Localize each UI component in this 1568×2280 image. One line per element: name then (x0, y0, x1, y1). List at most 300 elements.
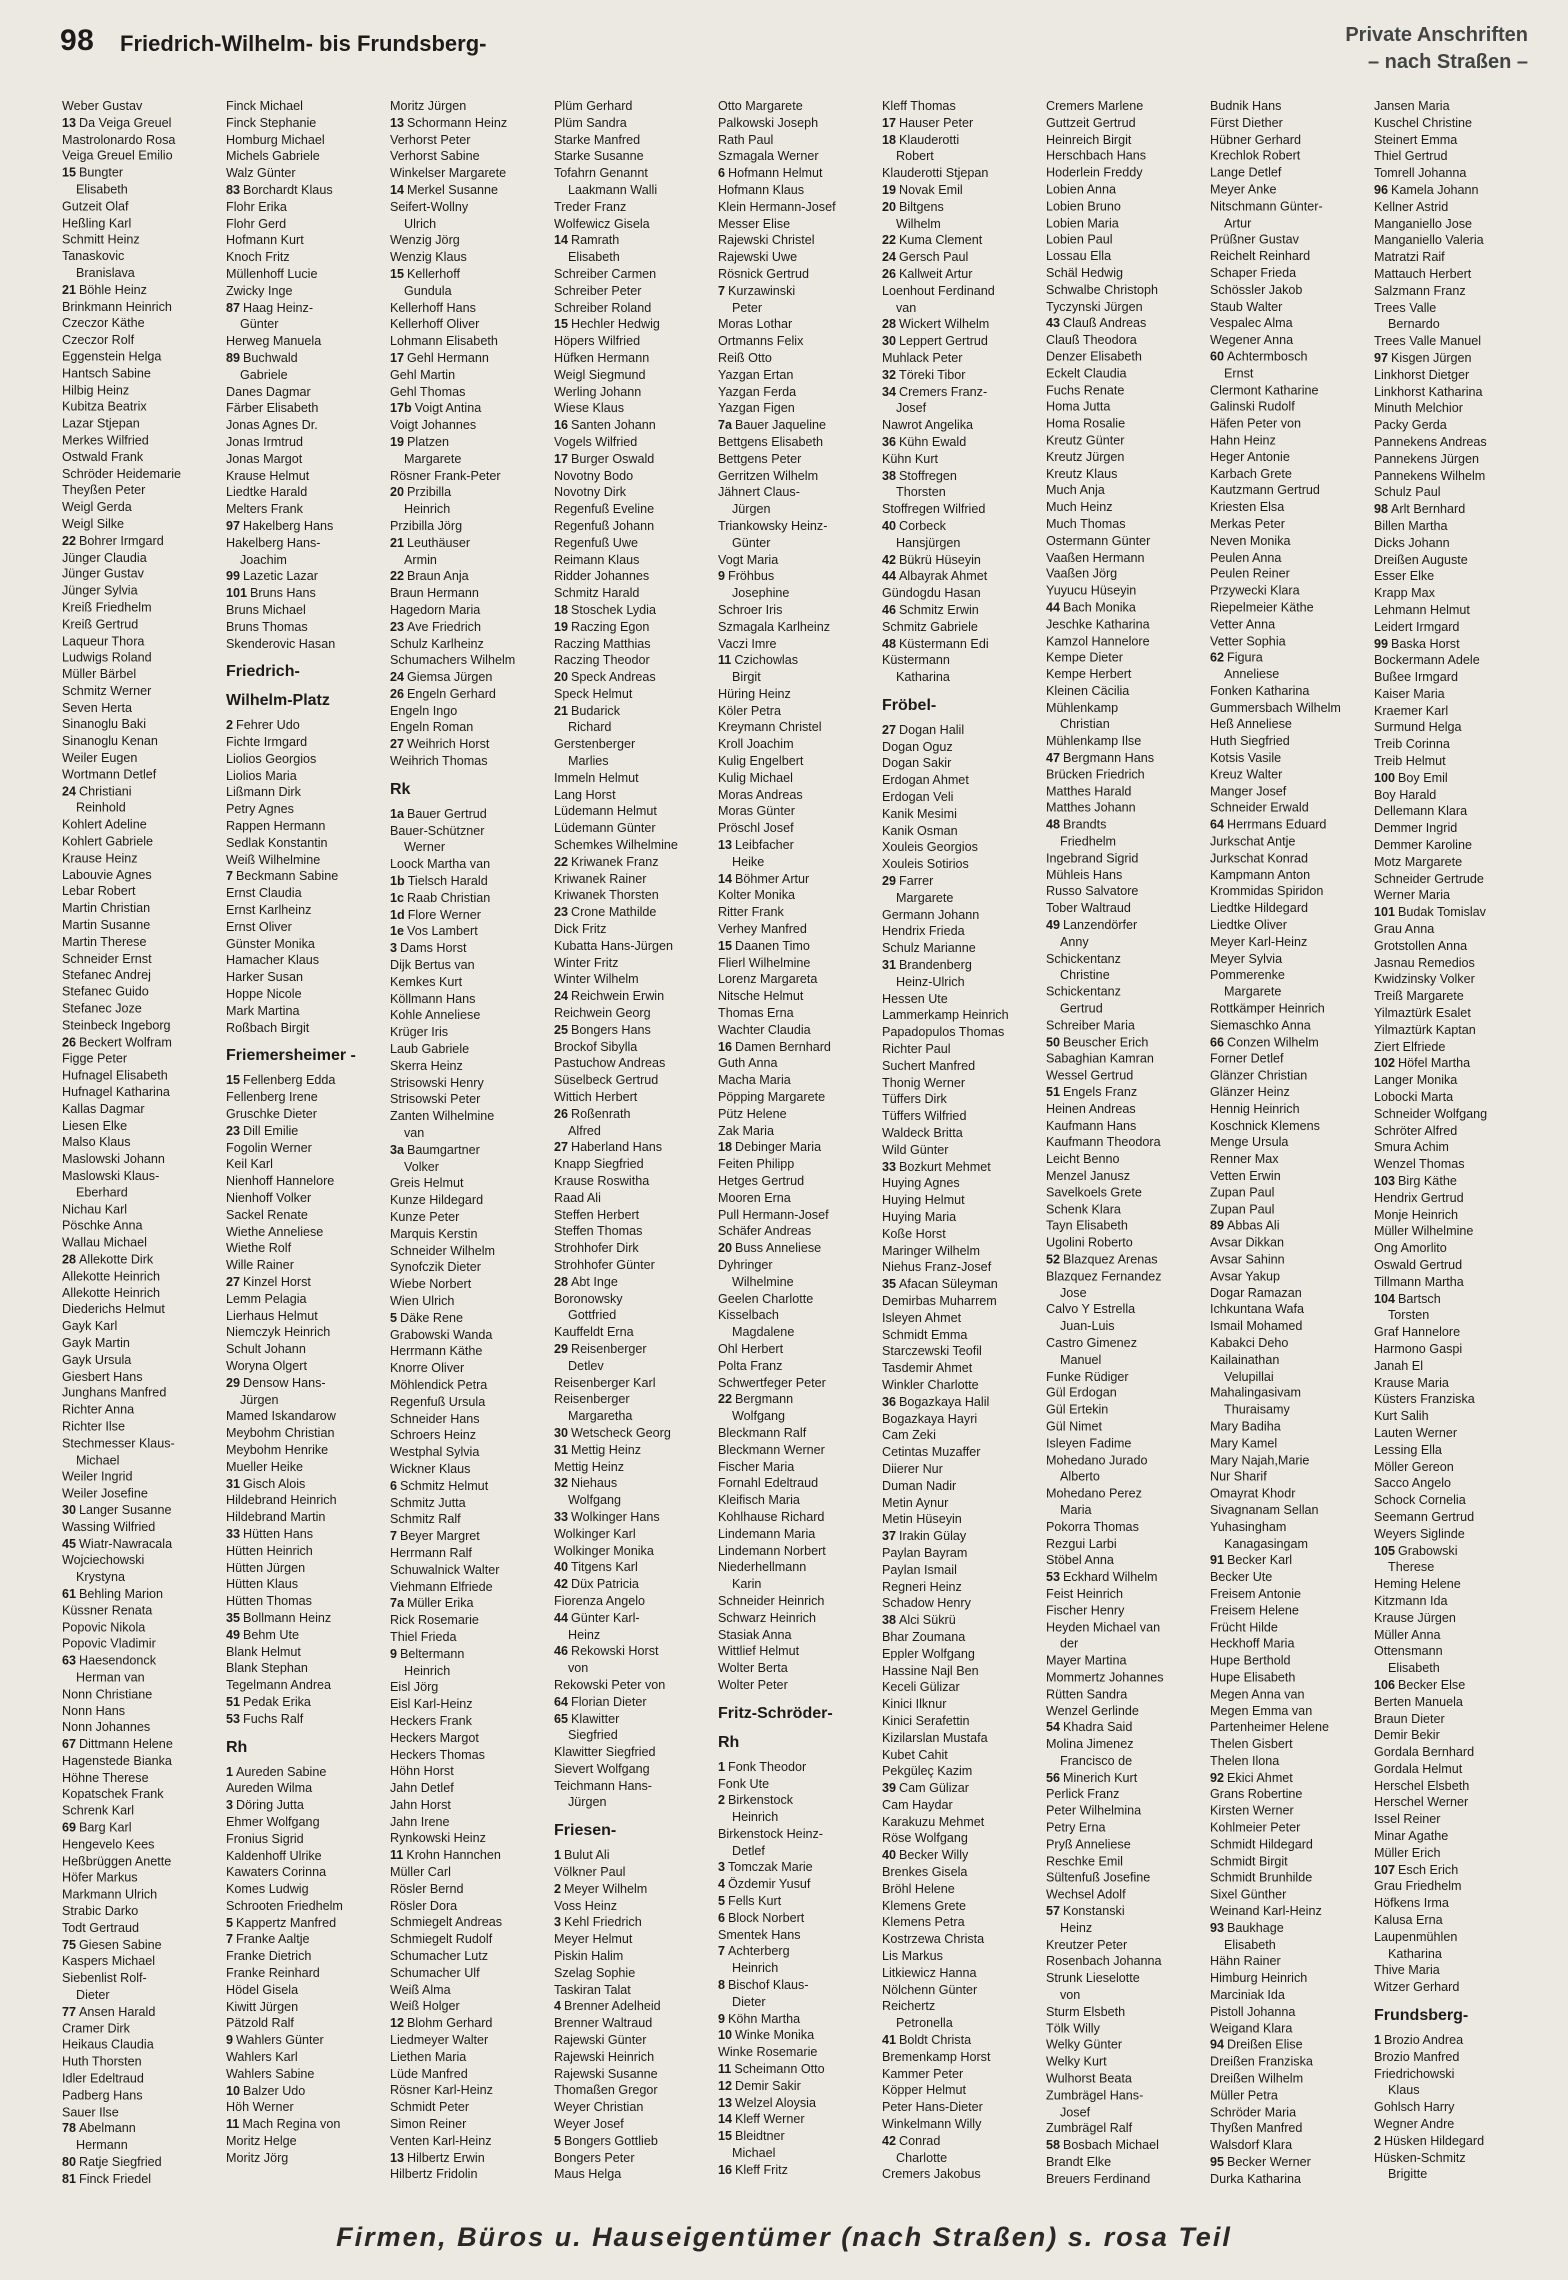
resident-entry (226, 2116, 383, 2133)
resident-entry (882, 434, 1039, 451)
resident-entry: Prüßner Gustav (1210, 232, 1299, 247)
resident-entry: Winter Fritz (554, 955, 619, 970)
resident-entry: Schulz Karlheinz (390, 636, 484, 651)
resident-entry: Kuschel Christine (1374, 115, 1472, 130)
resident-entry: Wachter Claudia (718, 1022, 811, 1037)
resident-entry (390, 619, 547, 636)
resident-entry: Vogt Maria (718, 552, 779, 567)
resident-name: Stoschek Lydia (571, 602, 656, 617)
resident-entry: Partenheimer Helene (1210, 1720, 1330, 1735)
resident-name: Fells Kurt (728, 1894, 782, 1909)
resident-entry (718, 1792, 875, 1809)
resident-name: Buss Anneliese (735, 1241, 822, 1256)
resident-entry: Huying Agnes (882, 1176, 960, 1191)
resident-entry: Diederichs Helmut (62, 1302, 165, 1317)
house-number: 69 (62, 1820, 77, 1835)
resident-entry: Lüde Manfred (390, 2066, 468, 2081)
resident-entry: Schmidt Brunhilde (1210, 1870, 1313, 1885)
resident-entry (554, 988, 711, 1005)
resident-name: Franke Aaltje (236, 1932, 310, 1947)
resident-entry (718, 165, 875, 182)
resident-name: Welzel Aloysia (735, 2095, 816, 2110)
resident-entry: Nonn Christiane (62, 1687, 153, 1701)
resident-entry (554, 1847, 711, 1864)
entry-continuation: Hermann (76, 2138, 128, 2153)
resident-name: Albayrak Ahmet (899, 569, 988, 584)
resident-name: Wiatr-Nawracala (79, 1536, 173, 1551)
resident-name: Hauser Peter (899, 115, 974, 130)
resident-entry: Hofmann Kurt (226, 233, 304, 248)
resident-entry: Germann Johann (882, 907, 980, 922)
resident-entry: Dyhringer (718, 1257, 773, 1272)
street-heading: Rh (718, 1733, 740, 1751)
resident-entry: Wittlief Helmut (718, 1644, 800, 1659)
resident-entry (882, 2133, 1039, 2150)
entry-continuation: Friedhelm (1060, 834, 1116, 849)
resident-entry: Palkowski Joseph (718, 115, 819, 130)
resident-entry: Kinici Ilknur (882, 1697, 947, 1712)
house-number: 29 (882, 874, 897, 889)
resident-entry: Schumachers Wilhelm (390, 653, 516, 668)
resident-entry: Stasiak Anna (718, 1627, 792, 1642)
house-number: 58 (1046, 2138, 1061, 2153)
resident-entry: Seifert-Wollny (390, 199, 469, 214)
resident-entry: Lauten Werner (1374, 1425, 1458, 1440)
resident-entry: Bongers Peter (554, 2150, 635, 2165)
resident-entry: Wortmann Detlef (62, 767, 157, 782)
house-number: 17 (882, 115, 897, 130)
resident-name: Platzen (407, 434, 450, 449)
resident-entry (882, 602, 1039, 619)
resident-entry (390, 1595, 547, 1612)
resident-entry: Jähnert Claus- (718, 485, 800, 500)
resident-entry: Vespalec Alma (1210, 316, 1293, 331)
resident-entry: Avsar Sahinn (1210, 1252, 1285, 1267)
resident-entry: Glänzer Christian (1210, 1068, 1308, 1083)
resident-entry: Kanik Osman (882, 823, 958, 838)
resident-entry (62, 533, 219, 550)
house-number: 21 (390, 535, 405, 550)
resident-entry: Kleinen Cäcilia (1046, 684, 1130, 698)
entry-continuation: Katharina (1388, 1946, 1442, 1961)
resident-entry: Krause Jürgen (1374, 1610, 1456, 1625)
entry-continuation: Margarete (404, 451, 462, 466)
resident-entry: Schulz Paul (1374, 485, 1441, 500)
entry-continuation: Petronella (896, 2016, 953, 2031)
resident-name: Brandenberg (899, 958, 972, 973)
resident-entry: Heming Helene (1374, 1577, 1461, 1592)
resident-entry: Laqueur Thora (62, 633, 145, 648)
house-number: 83 (226, 182, 241, 197)
resident-entry: Hofmann Klaus (718, 182, 805, 197)
resident-entry: Wild Günter (882, 1142, 949, 1157)
resident-entry (718, 1240, 875, 1257)
entry-continuation: Herman van (76, 1670, 145, 1685)
house-number: 18 (554, 602, 569, 617)
resident-entry: Grau Anna (1374, 922, 1435, 937)
resident-entry: Avsar Yakup (1210, 1269, 1281, 1284)
resident-entry: Ostermann Günter (1046, 533, 1151, 548)
resident-entry: Fischer Henry (1046, 1603, 1125, 1618)
entry-continuation: Jose (1060, 1285, 1087, 1300)
resident-entry: Graf Hannelore (1374, 1325, 1461, 1340)
resident-entry: Wickner Klaus (390, 1461, 471, 1476)
resident-name: Gehl Hermann (407, 350, 489, 365)
resident-entry (226, 568, 383, 585)
house-number: 77 (62, 2004, 77, 2019)
resident-entry: Flohr Erika (226, 199, 287, 214)
resident-entry: Kamzol Hannelore (1046, 633, 1150, 648)
resident-name: Beuscher Erich (1063, 1035, 1149, 1050)
house-number: 27 (226, 1275, 241, 1289)
resident-entry: Pokorra Thomas (1046, 1519, 1139, 1534)
resident-name: Bach Monika (1063, 600, 1136, 615)
resident-entry (226, 1797, 383, 1814)
resident-entry: Lang Horst (554, 787, 616, 802)
resident-name: Langer Susanne (79, 1503, 172, 1518)
house-number: 5 (390, 1310, 398, 1325)
resident-entry (718, 1876, 875, 1893)
resident-entry: Tyczynski Jürgen (1046, 299, 1143, 314)
house-number: 15 (62, 165, 77, 180)
resident-entry (718, 2011, 875, 2028)
resident-name: Flore Werner (407, 907, 481, 922)
resident-entry: Plüm Sandra (554, 115, 627, 130)
resident-entry: Rick Rosemarie (390, 1613, 479, 1628)
resident-entry: Gayk Karl (62, 1319, 118, 1334)
resident-entry (882, 266, 1039, 283)
resident-name: Köhn Martha (728, 2011, 801, 2026)
resident-entry (226, 2032, 383, 2049)
house-number: 44 (1046, 600, 1061, 615)
resident-entry: Wittich Herbert (554, 1090, 638, 1105)
resident-name: Kuma Clement (899, 233, 983, 248)
resident-entry: Xouleis Sotirios (882, 857, 969, 872)
resident-name: Fonk Theodor (728, 1759, 807, 1774)
resident-entry: Perlick Franz (1046, 1787, 1120, 1802)
resident-entry (1374, 182, 1531, 199)
resident-entry: Szmagala Karlheinz (718, 619, 831, 634)
resident-entry: Smura Achim (1374, 1140, 1449, 1155)
resident-entry: Lindemann Norbert (718, 1543, 826, 1558)
resident-entry: Koße Horst (882, 1226, 946, 1241)
house-number: 53 (226, 1711, 241, 1726)
house-number: 9 (390, 1646, 398, 1661)
resident-entry: Avsar Dikkan (1210, 1235, 1284, 1250)
resident-entry: Glänzer Heinz (1210, 1085, 1290, 1100)
resident-name: Irakin Gülay (899, 1529, 967, 1544)
house-number: 24 (882, 250, 897, 265)
resident-entry (882, 232, 1039, 249)
resident-entry: Weigand Klara (1210, 2021, 1293, 2036)
resident-entry: Paylan Ismail (882, 1562, 957, 1577)
resident-entry (718, 2095, 875, 2112)
resident-entry (718, 417, 875, 434)
resident-entry: Moras Andreas (718, 787, 803, 802)
resident-name: Schmitz Erwin (899, 602, 979, 617)
resident-entry: Pryß Anneliese (1046, 1837, 1131, 1852)
resident-entry: Siebenlist Rolf- (62, 1971, 147, 1986)
resident-entry: Pommerenke (1210, 968, 1285, 983)
house-number: 32 (554, 1476, 569, 1491)
resident-entry: Greis Helmut (390, 1176, 464, 1191)
resident-name: Kellerhoff (407, 266, 460, 281)
resident-entry: Herschbach Hans (1046, 149, 1147, 164)
entry-continuation: Maria (1060, 1503, 1092, 1518)
house-number: 4 (554, 1999, 562, 2014)
entry-continuation: Gertrud (1060, 1001, 1103, 1016)
house-number: 12 (718, 2078, 733, 2093)
resident-entry: Surmund Helga (1374, 720, 1462, 735)
resident-entry: Sinanoglu Kenan (62, 734, 158, 749)
resident-entry: Heckers Thomas (390, 1747, 485, 1762)
resident-entry: Kohlert Gabriele (62, 834, 154, 849)
house-number: 13 (718, 2095, 733, 2110)
directory-columns (62, 98, 1528, 2188)
resident-entry: Galinski Rudolf (1210, 399, 1295, 414)
entry-continuation: Christine (1060, 968, 1110, 983)
house-number: 45 (62, 1536, 77, 1551)
resident-name: Hakelberg Hans (243, 518, 334, 533)
resident-entry: Kauffeldt Erna (554, 1325, 634, 1340)
resident-entry (882, 636, 1039, 653)
resident-entry (1374, 1862, 1531, 1879)
resident-entry: Meybohm Christian (226, 1426, 335, 1441)
resident-entry: Todt Gertraud (62, 1921, 140, 1935)
resident-entry (390, 400, 547, 417)
house-number: 12 (390, 2016, 405, 2031)
house-number: 19 (554, 619, 569, 634)
resident-entry: Manganiello Valeria (1374, 233, 1484, 248)
resident-name: Beltermann (400, 1646, 465, 1661)
resident-entry: Krause Roswitha (554, 1174, 650, 1188)
resident-name: Achtermbosch (1227, 349, 1308, 364)
resident-entry: Grans Robertine (1210, 1787, 1303, 1802)
resident-entry: Zupan Paul (1210, 1202, 1275, 1217)
resident-entry: Peulen Anna (1210, 550, 1282, 565)
house-number: 26 (390, 686, 405, 701)
resident-entry: Gerritzen Wilhelm (718, 468, 819, 483)
resident-entry (1046, 750, 1203, 767)
resident-entry (1210, 2154, 1367, 2171)
resident-entry (226, 518, 383, 535)
resident-entry: Krapp Max (1374, 586, 1435, 601)
resident-entry: Kraemer Karl (1374, 703, 1449, 718)
house-number: 7 (718, 1944, 726, 1959)
resident-entry: Keil Karl (226, 1157, 273, 1172)
house-number: 30 (554, 1425, 569, 1440)
resident-entry: Strisowski Peter (390, 1092, 481, 1107)
entry-continuation: von (1060, 1987, 1081, 2002)
resident-name: Barg Karl (79, 1820, 132, 1835)
resident-name: Ekici Ahmet (1227, 1770, 1293, 1785)
resident-entry: Möhlendick Petra (390, 1377, 488, 1392)
resident-entry (1046, 2137, 1203, 2154)
resident-entry: Schneider Erwald (1210, 801, 1309, 816)
resident-entry (554, 2133, 711, 2150)
resident-name: Fuchs Ralf (243, 1711, 304, 1726)
resident-entry: Jonas Agnes Dr. (226, 418, 318, 433)
resident-entry: Yazgan Figen (718, 401, 795, 416)
resident-name: Finck Friedel (79, 2171, 152, 2186)
resident-entry: Leidert Irmgard (1374, 619, 1460, 634)
resident-entry: Gündogdu Hasan (882, 586, 981, 601)
resident-entry: Kreiß Friedhelm (62, 600, 152, 615)
resident-entry (226, 1274, 383, 1291)
resident-entry: Riepelmeier Käthe (1210, 600, 1314, 615)
resident-entry: Gehl Thomas (390, 384, 466, 399)
resident-entry: Forner Detlef (1210, 1051, 1284, 1066)
resident-entry: Höfer Markus (62, 1870, 138, 1885)
resident-entry: Herschel Werner (1374, 1795, 1469, 1810)
resident-name: Budak Tomislav (1398, 905, 1486, 920)
resident-entry: Himburg Heinrich (1210, 1971, 1308, 1986)
entry-continuation: Margarete (1224, 984, 1282, 999)
resident-entry: Much Thomas (1046, 516, 1126, 531)
resident-entry (718, 2111, 875, 2128)
resident-entry: Kohle Anneliese (390, 1008, 481, 1023)
house-number: 32 (882, 367, 897, 382)
resident-entry (226, 1711, 383, 1728)
house-number: 27 (390, 737, 405, 752)
resident-entry (882, 132, 1039, 149)
resident-entry (554, 904, 711, 921)
resident-entry (554, 1139, 711, 1156)
resident-entry (390, 434, 547, 451)
resident-entry: Lis Markus (882, 1949, 943, 1964)
resident-entry: Zupan Paul (1210, 1185, 1275, 1200)
resident-entry: Budnik Hans (1210, 98, 1282, 113)
resident-entry: Blazquez Fernandez (1046, 1269, 1162, 1284)
resident-entry: Schreiber Roland (554, 300, 652, 315)
resident-entry: Lange Detlef (1210, 165, 1282, 180)
resident-entry: Weyers Siglinde (1374, 1526, 1465, 1541)
resident-entry: Malso Klaus (62, 1135, 131, 1150)
resident-entry: Hamacher Klaus (226, 953, 320, 968)
resident-name: Döring Jutta (236, 1798, 304, 1813)
resident-entry (390, 806, 547, 823)
resident-entry: Fischer Maria (718, 1459, 795, 1474)
entry-continuation: Alberto (1060, 1469, 1100, 1484)
resident-entry: Markmann Ulrich (62, 1887, 158, 1902)
house-number: 13 (390, 2150, 405, 2165)
resident-entry: Guth Anna (718, 1056, 778, 1071)
resident-entry: Raczing Matthias (554, 636, 651, 651)
house-number: 50 (1046, 1035, 1061, 1050)
resident-name: Müller Erika (407, 1596, 474, 1611)
directory-column-4 (554, 98, 711, 2188)
resident-entry: Krechlok Robert (1210, 149, 1301, 164)
resident-entry: Rütten Sandra (1046, 1687, 1128, 1701)
resident-entry (390, 1142, 547, 1159)
resident-entry: Hengevelo Kees (62, 1837, 155, 1852)
directory-column-3 (390, 98, 547, 2188)
resident-entry: Rajewski Uwe (718, 250, 798, 265)
resident-name: Beckert Wolfram (79, 1035, 172, 1050)
resident-entry: Wille Rainer (226, 1258, 294, 1273)
house-number: 35 (226, 1610, 241, 1625)
resident-entry: Sturm Elsbeth (1046, 2004, 1126, 2019)
resident-entry: Weiß Alma (390, 1982, 451, 1997)
resident-entry: Martin Susanne (62, 918, 151, 933)
resident-entry: Jünger Gustav (62, 567, 144, 581)
resident-entry (390, 1478, 547, 1495)
house-number: 66 (1210, 1035, 1225, 1050)
resident-name: Cam Gülizar (899, 1781, 969, 1796)
house-number: 31 (882, 958, 897, 973)
resident-entry (554, 1022, 711, 1039)
resident-entry (554, 1442, 711, 1459)
resident-entry (718, 1039, 875, 1056)
resident-entry: Molina Jimenez (1046, 1737, 1134, 1752)
resident-name: Boy Emil (1398, 770, 1448, 785)
resident-entry (62, 1586, 219, 1603)
resident-entry: Ichkuntana Wafa (1210, 1302, 1305, 1317)
resident-entry: Hendrix Frieda (882, 924, 965, 939)
entry-continuation: Reinhold (76, 801, 126, 816)
resident-entry: Pannekens Andreas (1374, 434, 1487, 449)
resident-entry (718, 2027, 875, 2044)
resident-entry: Stefanec Joze (62, 1001, 142, 1016)
resident-entry: Cremers Jakobus (882, 2167, 981, 2182)
resident-entry: Lemm Pelagia (226, 1291, 307, 1306)
resident-entry: Kempe Dieter (1046, 650, 1123, 665)
resident-name: Kisgen Jürgen (1391, 350, 1472, 365)
resident-entry: Gordala Bernhard (1374, 1745, 1475, 1760)
resident-entry: Ernst Oliver (226, 919, 292, 934)
resident-entry: Sackel Renate (226, 1207, 308, 1222)
resident-entry: Knapp Siegfried (554, 1157, 644, 1172)
resident-entry: Pekgüleç Kazim (882, 1764, 973, 1779)
resident-entry (62, 2121, 219, 2138)
resident-entry: Schemkes Wilhelmine (554, 838, 678, 853)
resident-entry: Westphal Sylvia (390, 1445, 480, 1460)
resident-name: Budarick (571, 703, 621, 718)
resident-entry (718, 1893, 875, 1910)
resident-entry: Jonas Irmtrud (226, 434, 303, 449)
resident-entry: Gordala Helmut (1374, 1761, 1463, 1776)
resident-name: Farrer (899, 874, 934, 889)
resident-entry: Tüffers Wilfried (882, 1109, 967, 1124)
house-number: 22 (62, 533, 77, 548)
resident-entry: Durka Katharina (1210, 2171, 1302, 2186)
resident-entry (62, 783, 219, 800)
resident-entry: Sültenfuß Josefine (1046, 1870, 1151, 1885)
resident-entry: Freisem Antonie (1210, 1586, 1301, 1601)
resident-entry: Eggenstein Helga (62, 349, 162, 364)
resident-entry (718, 2078, 875, 2095)
resident-entry: Finck Michael (226, 99, 303, 113)
resident-entry (882, 367, 1039, 384)
resident-entry: Sievert Wolfgang (554, 1761, 650, 1776)
house-number: 7 (390, 1529, 398, 1544)
house-number: 9 (718, 569, 726, 584)
resident-entry: Schreiber Carmen (554, 266, 657, 281)
resident-entry: Peter Hans-Dieter (882, 2100, 983, 2115)
resident-name: Fehrer Udo (236, 718, 300, 733)
resident-entry: Schwalbe Christoph (1046, 282, 1159, 297)
resident-entry: Moritz Jörg (226, 2150, 289, 2165)
resident-entry: Pastuchow Andreas (554, 1056, 666, 1071)
resident-name: Alci Sükrü (899, 1613, 956, 1628)
resident-entry (1374, 1677, 1531, 1694)
resident-entry: Fogolin Werner (226, 1140, 312, 1155)
resident-entry: Szmagala Werner (718, 149, 819, 164)
resident-entry: Kostrzewa Christa (882, 1932, 985, 1947)
resident-entry: Tasdemir Ahmet (882, 1361, 973, 1376)
resident-entry: Grabowski Wanda (390, 1327, 493, 1342)
resident-entry: Gummersbach Wilhelm (1210, 700, 1341, 715)
